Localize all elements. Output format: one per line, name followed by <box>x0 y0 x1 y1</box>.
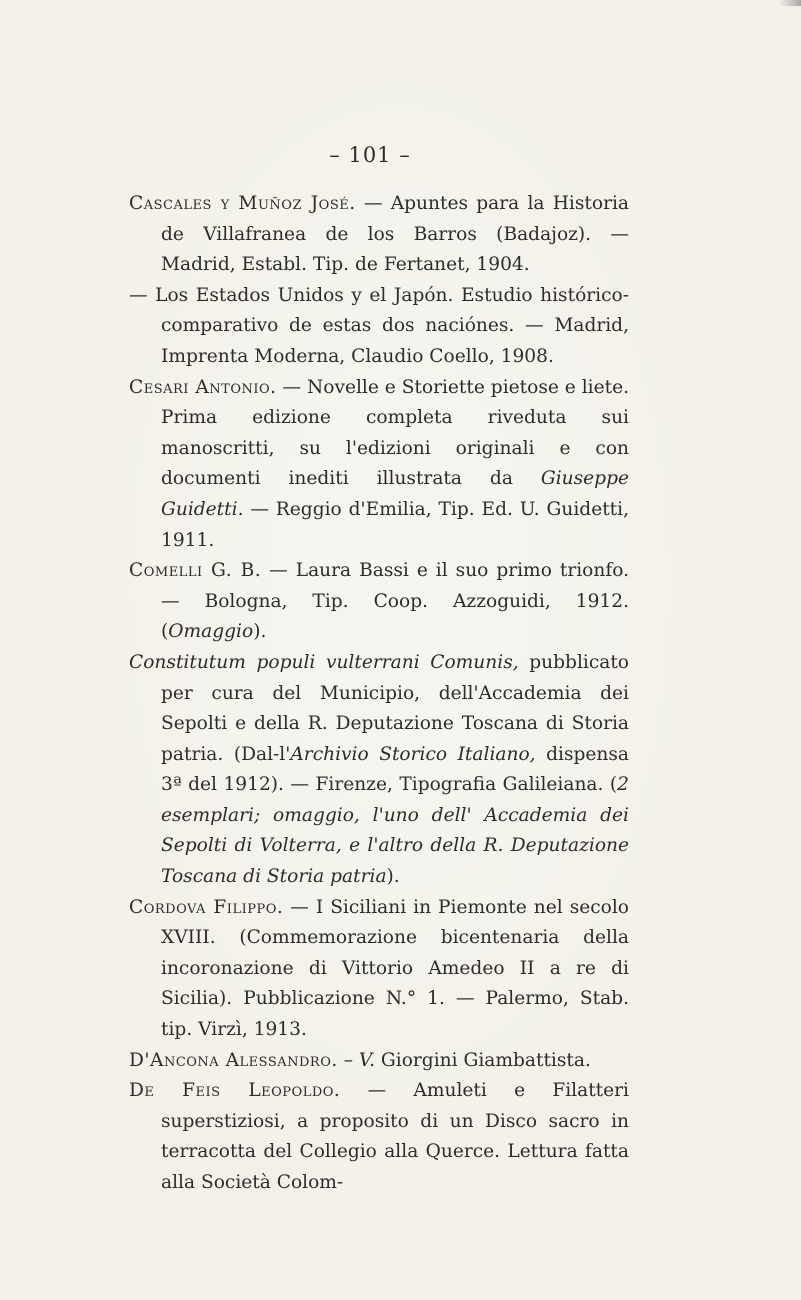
bibliography-entry <box>129 556 629 648</box>
entry-text: — Novelle e Storiette pietose e liete. Prima edizione completa riveduta sui manoscritti, su l'edizioni originali e con documenti inediti illustrata da <box>161 376 629 490</box>
scan-corner-mark <box>779 0 801 6</box>
entry-text: pubblicato per cura del Municipio, dell'Accademia dei Sepolti e della R. Deputazione Toscana di Storia patria. (Dal-l' <box>161 651 629 765</box>
bibliography-list <box>129 189 629 1199</box>
entry-text: Giorgini Giambattista. <box>375 1049 591 1071</box>
entry-author: Cordova Filippo. <box>129 896 284 918</box>
entry-text: ). <box>253 621 267 643</box>
bibliography-entry <box>129 893 629 1046</box>
entry-italic-text: Giuseppe Guidetti. <box>161 468 629 520</box>
entry-italic-text: Omaggio <box>168 621 254 643</box>
bibliography-entry <box>129 281 629 373</box>
entry-text: — Laura Bassi e il suo primo trionfo. — Bologna, Tip. Coop. Azzoguidi, 1912. ( <box>161 560 629 643</box>
entry-text: — Apuntes para la Historia de Villafranea de los Barros (Badajoz). — Madrid, Establ. Tip. de Fertanet, 1904. <box>161 193 629 276</box>
entry-author: D'Ancona Alessandro. <box>129 1049 338 1071</box>
entry-text: — Reggio d'Emilia, Tip. Ed. U. Guidetti, 1911. <box>161 498 629 551</box>
entry-text: — Los Estados Unidos y el Japón. Estudio histórico-comparativo de estas dos naciónes. — Madrid, Imprenta Moderna, Claudio Coello, 1908. <box>129 284 629 367</box>
entry-author: Cesari Antonio. <box>129 376 277 398</box>
entry-author: Cascales y Muñoz José. <box>129 193 356 214</box>
entry-title-italic: Constitutum populi vulterrani Comunis, <box>129 651 519 673</box>
entry-text: — Amuleti e Filatteri superstiziosi, a proposito di un Disco sacro in terracotta del Collegio alla Querce. Lettura fatta alla Società Colom- <box>161 1080 629 1193</box>
bibliography-entry <box>129 373 629 557</box>
entry-text: dispensa 3ª del 1912). — Firenze, Tipografia Galileiana. ( <box>161 743 629 796</box>
entry-author: Comelli G. B. <box>129 560 262 582</box>
page-number: – 101 – <box>329 143 411 167</box>
bibliography-entry <box>129 1076 629 1198</box>
entry-italic-text: Archivio Storico Italiano, <box>290 743 536 765</box>
bibliography-entry <box>129 1046 629 1077</box>
entry-italic-text: 2 esemplari; omaggio, l'uno dell' Accademia dei Sepolti di Volterra, e l'altro della R. Deputazione Toscana di Storia patria <box>161 774 629 888</box>
entry-author: De Feis Leopoldo. <box>129 1080 341 1102</box>
entry-text: — I Siciliani in Piemonte nel secolo XVIII. (Commemorazione bicentenaria della incoronazione di Vittorio Amedeo II a re di Sicilia). Pubblicazione N.° 1. — Palermo, Stab. tip. Virzì, 1913. <box>161 896 629 1041</box>
entry-text: – <box>337 1049 359 1071</box>
entry-text: ). <box>386 866 400 888</box>
bibliography-entry <box>129 648 629 893</box>
entry-italic-text: V. <box>358 1049 375 1071</box>
bibliography-entry <box>129 189 629 281</box>
